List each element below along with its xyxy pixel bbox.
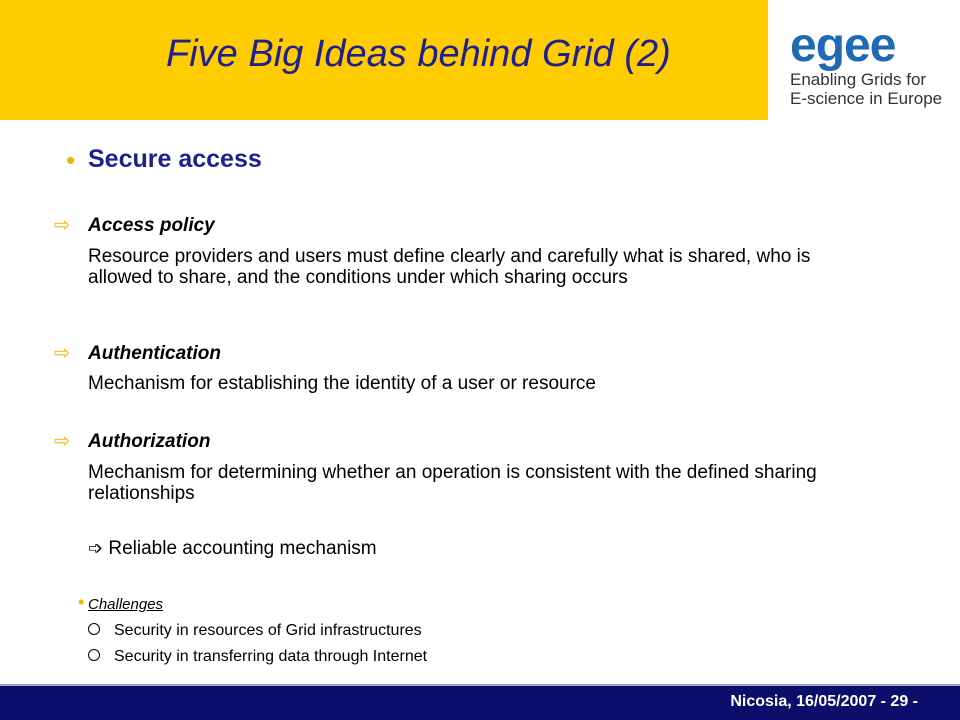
bullet-dot-icon: • — [78, 592, 85, 612]
challenge-text: Security in resources of Grid infrastructures — [114, 622, 422, 639]
bullet-dot-icon: • — [66, 145, 76, 175]
arrow-bullet-icon: ⇨ — [54, 215, 70, 236]
section-text-access-policy: Resource providers and users must define clearly and carefully what is shared, who is allowed to share, and the conditions under which sharing occurs — [88, 246, 811, 288]
section-heading-authorization: Authorization — [88, 431, 211, 452]
circle-bullet-icon — [88, 649, 100, 661]
section-text-authorization: Mechanism for determining whether an operation is consistent with the defined sharing relationships — [88, 462, 817, 504]
circle-bullet-icon — [88, 623, 100, 635]
arrow-bullet-icon: ⇨ — [54, 343, 70, 364]
footer-text: Nicosia, 16/05/2007 - 29 - — [730, 693, 918, 710]
right-arrow-icon: ➩ — [88, 538, 104, 558]
logo-line-2: E-science in Europe — [790, 89, 943, 108]
challenges-label: Challenges — [88, 596, 164, 613]
section-heading-authentication: Authentication — [88, 343, 221, 364]
logo-line-1: Enabling Grids for — [790, 70, 927, 89]
challenge-item — [88, 622, 422, 640]
main-bullet-heading: Secure access — [88, 145, 262, 173]
logo-word: egee — [790, 19, 896, 72]
conclusion-text: Reliable accounting mechanism — [108, 538, 377, 559]
slide-title: Five Big Ideas behind Grid (2) — [166, 33, 671, 75]
conclusion-line — [88, 538, 377, 559]
challenge-item — [88, 648, 427, 666]
section-text-authentication: Mechanism for establishing the identity of a user or resource — [88, 373, 596, 394]
egee-logo — [790, 19, 950, 117]
section-heading-access-policy: Access policy — [88, 215, 215, 236]
challenge-text: Security in transferring data through Internet — [114, 648, 428, 665]
arrow-bullet-icon: ⇨ — [54, 431, 70, 452]
